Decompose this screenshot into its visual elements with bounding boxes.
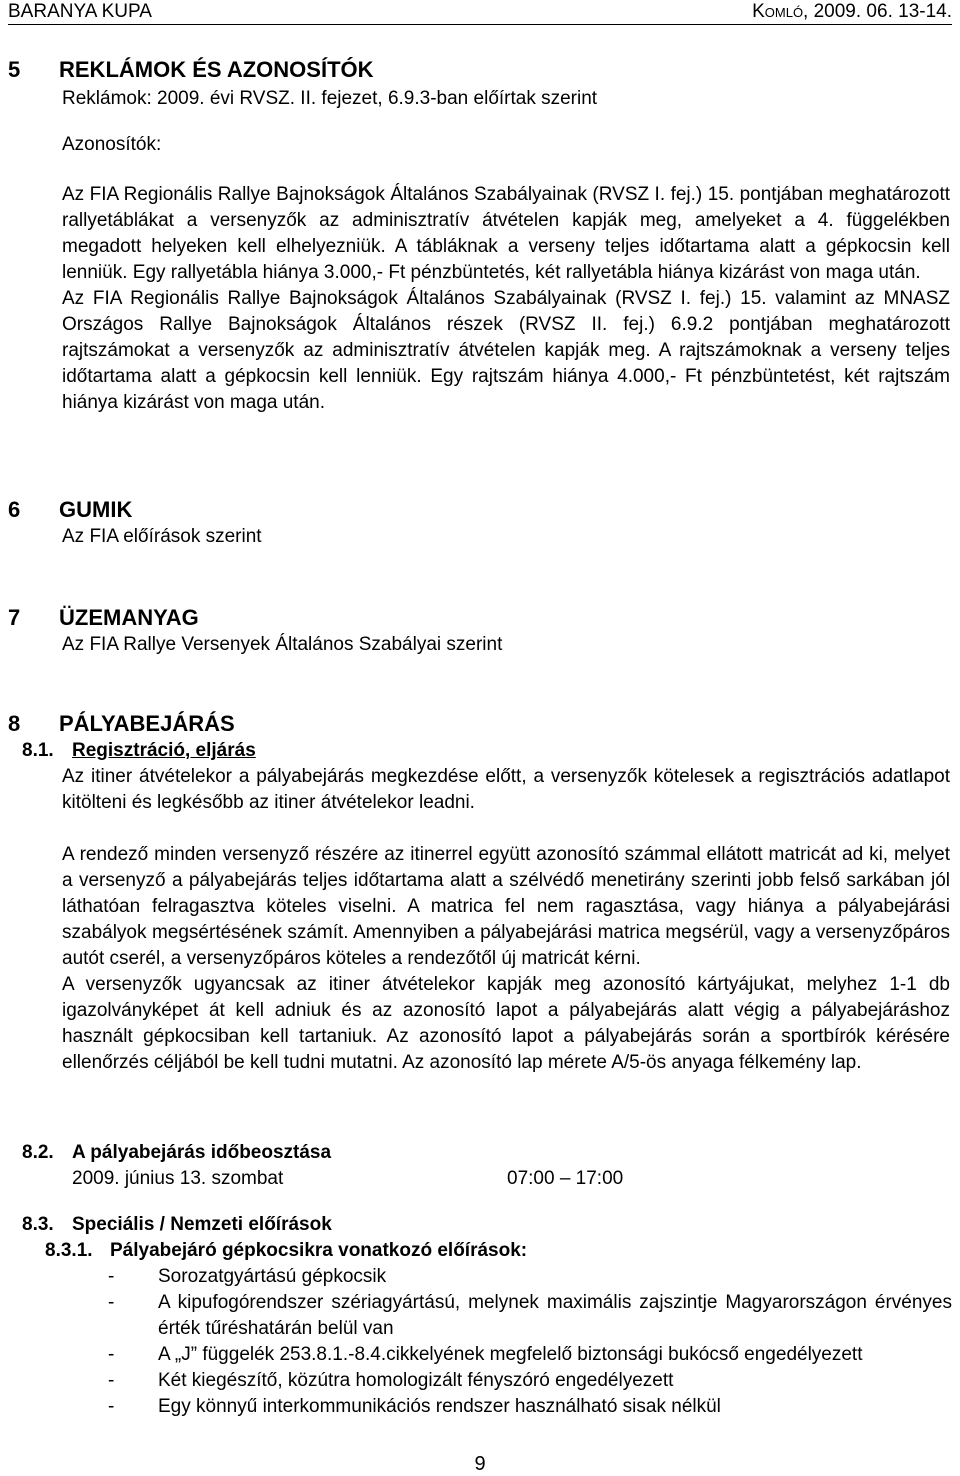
section-5-content xyxy=(62,182,950,416)
rajtszam-paragraph: Az FIA Regionális Rallye Bajnokságok Általános Szabályainak (RVSZ I. fej.) 15. valamint az MNASZ Országos Rallye Bajnokságok Általános részek (RVSZ II. fej.) 6.9.2 pontjában meghatározott rajtszámokat a versenyzők az adminisztratív átvételen kapják meg. A rajtszámoknak a verseny teljes időtartama alatt a gépkocsin kell lenniük. Egy rajtszám hiánya 4.000,- Ft pénzbüntetést, két rajtszám hiánya kizárást von maga után. xyxy=(62,288,950,413)
regisztracio-paragraph: Az itiner átvételekor a pályabejárás megkezdése előtt, a versenyzők kötelesek a regisztrációs adatlapot kitölteni és legkésőbb az itiner átvételekor leadni. xyxy=(62,766,950,813)
section-number: 5 xyxy=(8,57,21,82)
header-location-date: Komló, 2009. 06. 13-14. xyxy=(752,1,952,22)
subsection-8-3-heading xyxy=(22,1212,332,1238)
section-number: 6 xyxy=(8,497,21,522)
vehicle-rules-list xyxy=(108,1264,952,1420)
list-item: - Sorozatgyártású gépkocsik xyxy=(108,1266,387,1287)
section-number: 8 xyxy=(8,711,21,736)
subsection-title: Regisztráció, eljárás xyxy=(72,740,256,761)
subsection-title: Pályabejáró gépkocsikra vonatkozó előírások: xyxy=(110,1240,528,1261)
azonositok-label: Azonosítók: xyxy=(62,134,162,155)
matrica-paragraph: A rendező minden versenyző részére az itinerrel együtt azonosító számmal ellátott matricát ad ki, melyet a versenyző a pályabejárás teljes időtartama alatt a szélvédő menetirány szerinti jobb felső sarkában jól láthatóan felragasztva köteles viselni. A matrica fel nem ragasztása, vagy hiánya a pályabejárási szabályok megsértésének számít. Amennyiben a pályabejárási matrica megsérül, vagy a versenyzőpáros autót cserél, a versenyzőpáros köteles a rendezőtől új matricát kérni. xyxy=(62,844,950,969)
section-title: REKLÁMOK ÉS AZONOSÍTÓK xyxy=(59,57,374,82)
schedule-time: 07:00 – 17:00 xyxy=(507,1168,624,1189)
subsection-number: 8.1. xyxy=(22,740,54,761)
reklamok-line: Reklámok: 2009. évi RVSZ. II. fejezet, 6.9.3-ban előírtak szerint xyxy=(62,88,598,109)
list-item: - A kipufogórendszer szériagyártású, melynek maximális zajszintje Magyarországon érvényes érték tűréshatárán belül van xyxy=(108,1292,952,1339)
subsection-8-1-heading xyxy=(22,738,256,764)
header-event-name: BARANYA KUPA xyxy=(8,1,152,22)
subsection-title: A pályabejárás időbeosztása xyxy=(72,1142,332,1163)
schedule-date: 2009. június 13. szombat xyxy=(72,1168,284,1189)
rallyetabla-paragraph: Az FIA Regionális Rallye Bajnokságok Általános Szabályainak (RVSZ I. fej.) 15. pontjában meghatározott rallyetáblákat a versenyzők az adminisztratív átvételen kapják meg, amelyeket a 4. függelékben megadott helyeken kell elhelyezniük. A tábláknak a verseny teljes időtartama alatt a gépkocsin kell lenniük. Egy rallyetábla hiánya 3.000,- Ft pénzbüntetés, két rallyetábla hiánya kizárást von maga után. xyxy=(62,184,950,283)
section-title: ÜZEMANYAG xyxy=(59,605,199,630)
gumik-text: Az FIA előírások szerint xyxy=(62,526,262,547)
subsection-title: Speciális / Nemzeti előírások xyxy=(72,1214,332,1235)
subsection-number: 8.2. xyxy=(22,1142,54,1163)
section-number: 7 xyxy=(8,605,21,630)
section-title: PÁLYABEJÁRÁS xyxy=(59,711,235,736)
subsection-8-2-heading xyxy=(22,1140,332,1166)
section-title: GUMIK xyxy=(59,497,133,522)
list-item: - A „J” függelék 253.8.1.-8.4.cikkelyének megfelelő biztonsági bukócső engedélyezett xyxy=(108,1344,863,1365)
subsection-number: 8.3. xyxy=(22,1214,54,1235)
subsection-8-3-1-heading xyxy=(45,1238,528,1264)
list-item: - Két kiegészítő, közútra homologizált fényszóró engedélyezett xyxy=(108,1370,674,1391)
list-item: - Egy könnyű interkommunikációs rendszer használható sisak nélkül xyxy=(108,1396,721,1417)
uzemanyag-text: Az FIA Rallye Versenyek Általános Szabályai szerint xyxy=(62,634,503,655)
page-header xyxy=(8,0,952,25)
azonosito-karty-paragraph: A versenyzők ugyancsak az itiner átvételekor kapják meg azonosító kártyájukat, melyhez 1-1 db igazolványképet át kell adniuk és az azonosító lapot a pályabejárás alatt végig a pályabejáráshoz használt gépkocsiban kell tartaniuk. Az azonosító lapot a pályabejárás során a sportbírók kérésére ellenőrzés céljából be kell tudni mutatni. Az azonosító lap mérete A/5-ös anyaga félkemény lap. xyxy=(62,974,950,1073)
subsection-number: 8.3.1. xyxy=(45,1240,93,1261)
subsection-8-1-content xyxy=(62,764,950,1076)
page-number: 9 xyxy=(474,1453,486,1475)
